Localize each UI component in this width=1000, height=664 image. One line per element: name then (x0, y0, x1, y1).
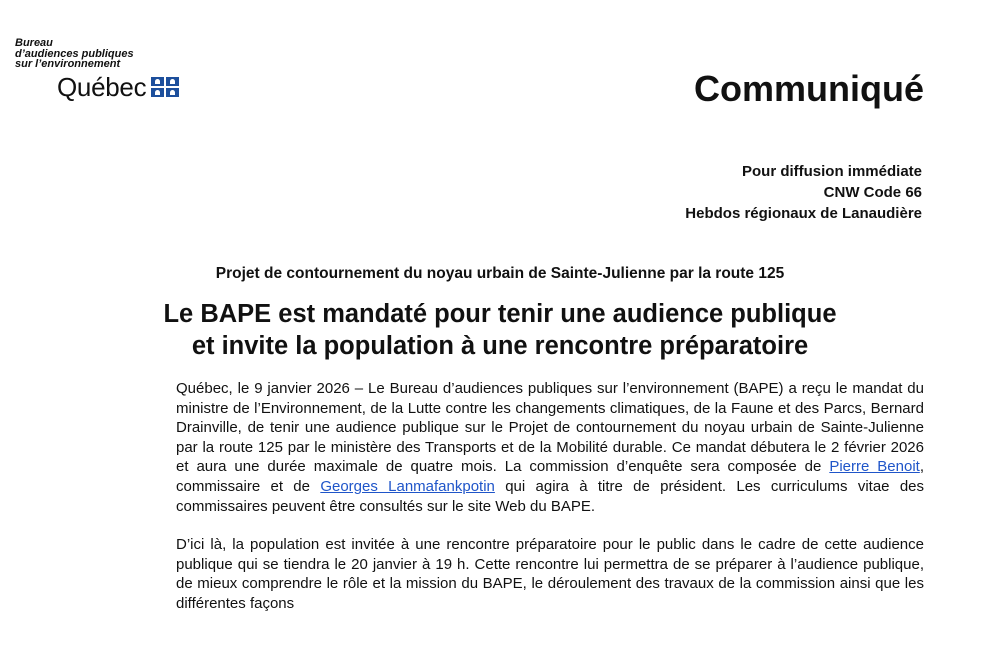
paragraph-1-text-middle: , commissaire et de (176, 458, 924, 495)
distribution-line-3: Hebdos régionaux de Lanaudière (685, 205, 922, 222)
flag-quadrant (151, 88, 164, 97)
paragraph-2: D’ici là, la population est invitée à une rencontre préparatoire pour le public dans le cadre de cette audience publique qui se tiendra le 20 janvier à 19 h. Cette rencontre lui permettra de se préparer à l’audience publique, de mieux comprendre le rôle et la mission du BAPE, le déroulement des travaux de la commission ainsi que les différentes façons (176, 536, 924, 612)
distribution-line-2: CNW Code 66 (823, 184, 922, 201)
flag-quadrant (166, 77, 179, 86)
paragraph-1 (176, 379, 924, 516)
logo-org-line-3: sur l’environnement (15, 58, 121, 70)
link-pierre-benoit[interactable]: Pierre Benoit (829, 458, 920, 476)
logo-org-line-2: d’audiences publiques (15, 47, 134, 60)
headline-line-2: et invite la population à une rencontre préparatoire (191, 332, 809, 360)
paragraph-1-text-after: qui agira à titre de président. Les curriculums vitae des commissaires peuvent être consultés sur le site Web du BAPE. (176, 477, 925, 515)
distribution-info (685, 161, 922, 224)
distribution-line-1: Pour diffusion immédiate (741, 163, 922, 180)
headline (0, 298, 1000, 362)
project-kicker: Projet de contournement du noyau urbain de Sainte-Julienne par la route 125 (215, 265, 785, 282)
body-text (176, 379, 924, 633)
link-georges-lanmafankpotin[interactable]: Georges Lanmafankpotin (320, 477, 495, 495)
logo-wordmark-row (57, 71, 235, 102)
logo-org-line-1: Bureau (15, 37, 53, 49)
document-type-title: Communiqué (694, 68, 924, 109)
headline-line-1: Le BAPE est mandaté pour tenir une audience publique (163, 300, 837, 328)
quebec-wordmark: Québec (57, 71, 147, 102)
flag-quadrant (151, 77, 164, 86)
flag-quadrant (166, 88, 179, 97)
bape-logo (15, 38, 235, 100)
paragraph-1-text-before: Québec, le 9 janvier 2026 – Le Bureau d’audiences publiques sur l’environnement (BAPE) a reçu le mandat du ministre de l’Environnement, de la Lutte contre les changements climatiques, de la Faune et des Parcs, Bernard Drainville, de tenir une audience publique sur le Projet de contournement du noyau urbain de Sainte-Julienne par la route 125 par le ministère des Transports et de la Mobilité durable. Ce mandat débutera le 2 février 2026 et aura une durée maximale de quatre mois. La commission d’enquête sera composée de (176, 380, 924, 476)
fleurdelise-flag-icon (151, 77, 179, 97)
